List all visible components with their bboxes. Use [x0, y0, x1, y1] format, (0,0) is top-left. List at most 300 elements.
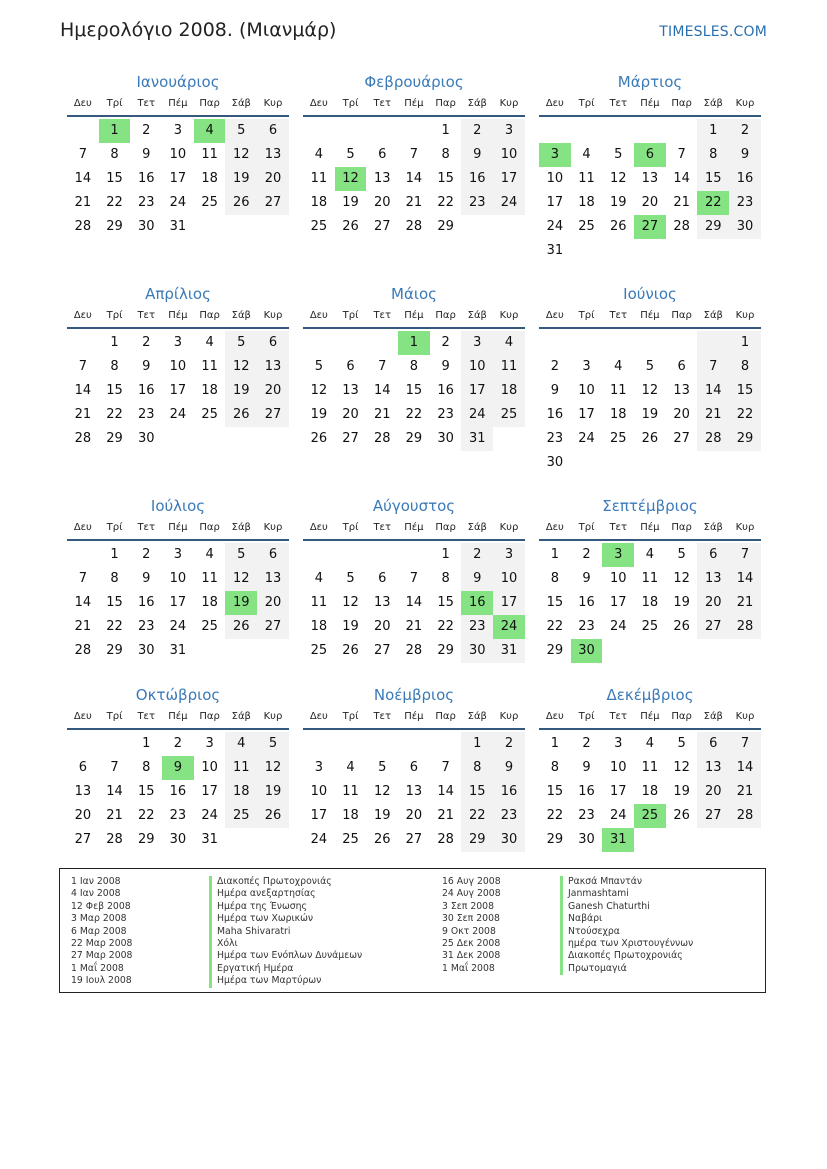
- day-cell: 24: [169, 619, 187, 634]
- day-cell: 24: [609, 619, 627, 634]
- day-cell: 8: [729, 355, 761, 379]
- empty-cell: [398, 543, 430, 567]
- weekday-label: Κυρ: [735, 310, 755, 321]
- day-cell: 19: [673, 784, 690, 799]
- day-cell: 14: [373, 383, 391, 398]
- day-cell: 19: [342, 619, 359, 634]
- day-cell: 7: [441, 760, 450, 775]
- day-grid: [539, 732, 761, 852]
- day-cell: 11: [310, 595, 328, 610]
- empty-cell: [666, 331, 698, 355]
- day-cell: 21: [673, 195, 690, 210]
- day-cell: 10: [461, 355, 493, 379]
- day-cell: 6: [697, 543, 729, 567]
- day-grid: [303, 732, 525, 852]
- holiday-date: 30 Σεπ 2008: [442, 913, 500, 925]
- holiday-date: 1 Μαΐ 2008: [442, 962, 495, 974]
- day-cell: 5: [614, 147, 623, 162]
- day-cell: 29: [546, 832, 564, 847]
- day-cell: 15: [437, 171, 454, 186]
- day-cell: 2: [550, 359, 559, 374]
- holiday-date: 19 Ιουλ 2008: [71, 975, 132, 987]
- day-cell: 12: [673, 571, 690, 586]
- month-name: Σεπτέμβριος: [602, 497, 698, 515]
- day-cell: 12: [310, 383, 328, 398]
- day-cell: 27: [257, 191, 289, 215]
- day-cell: 10: [201, 760, 218, 775]
- day-cell: 11: [201, 147, 218, 162]
- day-cell: 23: [546, 431, 564, 446]
- weekday-label: Τετ: [609, 98, 627, 109]
- day-cell: 5: [378, 760, 387, 775]
- day-cell: 25: [342, 832, 359, 847]
- weekday-label: Σάβ: [467, 98, 487, 109]
- day-cell: 2: [142, 123, 151, 138]
- day-cell: 21: [74, 619, 92, 634]
- day-cell: 25: [493, 403, 525, 427]
- day-cell: 20: [697, 780, 729, 804]
- day-cell: 7: [729, 732, 761, 756]
- weekday-label: Παρ: [199, 98, 220, 109]
- weekday-label: Πέμ: [640, 522, 660, 533]
- day-cell: 27: [697, 615, 729, 639]
- weekday-label: Κυρ: [499, 310, 519, 321]
- day-cell: 27: [405, 832, 423, 847]
- day-cell: 26: [673, 808, 690, 823]
- day-cell: 7: [409, 571, 419, 586]
- day-cell: 23: [437, 407, 454, 422]
- day-cell: 29: [437, 643, 454, 658]
- empty-cell: [335, 732, 367, 756]
- day-cell: 16: [137, 595, 155, 610]
- day-cell: 6: [378, 571, 387, 586]
- holiday-day-cell: 3: [602, 543, 634, 567]
- weekday-label: Πέμ: [640, 310, 660, 321]
- day-cell: 2: [142, 335, 151, 350]
- day-cell: 16: [578, 595, 595, 610]
- day-cell: 14: [697, 379, 729, 403]
- weekday-label: Παρ: [671, 98, 692, 109]
- day-cell: 11: [609, 383, 627, 398]
- day-cell: 6: [677, 359, 686, 374]
- empty-cell: [697, 331, 729, 355]
- day-cell: 31: [169, 219, 187, 234]
- day-cell: 27: [697, 804, 729, 828]
- day-cell: 30: [137, 643, 155, 658]
- weekday-label: Κυρ: [263, 98, 283, 109]
- day-cell: 12: [373, 784, 391, 799]
- day-cell: 28: [729, 615, 761, 639]
- day-cell: 13: [74, 784, 92, 799]
- holiday-day-cell: 25: [634, 804, 666, 828]
- day-cell: 13: [405, 784, 423, 799]
- day-cell: 27: [373, 219, 391, 234]
- day-cell: 25: [310, 219, 328, 234]
- day-cell: 28: [373, 431, 391, 446]
- day-cell: 23: [137, 195, 155, 210]
- day-cell: 31: [169, 643, 187, 658]
- day-cell: 15: [697, 167, 729, 191]
- weekday-header: [303, 97, 525, 117]
- day-cell: 2: [582, 547, 591, 562]
- day-cell: 1: [110, 335, 119, 350]
- day-cell: 30: [169, 832, 187, 847]
- day-cell: 25: [310, 643, 328, 658]
- day-cell: 17: [609, 595, 627, 610]
- day-cell: 3: [493, 119, 525, 143]
- day-cell: 18: [609, 407, 627, 422]
- weekday-header: [303, 309, 525, 329]
- weekday-header: [539, 309, 761, 329]
- day-cell: 16: [437, 383, 454, 398]
- holiday-date: 9 Οκτ 2008: [442, 925, 496, 937]
- day-cell: 10: [493, 567, 525, 591]
- day-cell: 15: [106, 595, 123, 610]
- day-cell: 17: [493, 167, 525, 191]
- day-cell: 3: [582, 359, 591, 374]
- day-cell: 18: [641, 784, 659, 799]
- day-cell: 20: [74, 808, 92, 823]
- day-cell: 30: [137, 219, 155, 234]
- day-cell: 8: [110, 571, 119, 586]
- weekday-label: Τετ: [137, 522, 155, 533]
- day-cell: 23: [578, 619, 595, 634]
- day-cell: 24: [493, 191, 525, 215]
- holiday-day-cell: 22: [697, 191, 729, 215]
- weekday-label: Παρ: [435, 310, 456, 321]
- day-cell: 1: [697, 119, 729, 143]
- day-grid: [303, 119, 525, 239]
- weekday-label: Τετ: [373, 98, 391, 109]
- day-cell: 18: [201, 595, 218, 610]
- day-cell: 18: [225, 780, 257, 804]
- holiday-name: Ημέρα των Ενόπλων Δυνάμεων: [209, 950, 362, 962]
- day-cell: 29: [461, 828, 493, 852]
- weekday-label: Δευ: [73, 98, 92, 109]
- empty-cell: [67, 543, 99, 567]
- month-block: [67, 496, 289, 663]
- empty-cell: [366, 119, 398, 143]
- month-name: Οκτώβριος: [135, 686, 221, 704]
- day-cell: 27: [373, 643, 391, 658]
- weekday-label: Δευ: [73, 522, 92, 533]
- weekday-label: Παρ: [199, 522, 220, 533]
- day-cell: 10: [609, 760, 627, 775]
- weekday-label: Κυρ: [735, 522, 755, 533]
- day-cell: 9: [142, 147, 151, 162]
- day-cell: 24: [461, 403, 493, 427]
- month-name: Απρίλιος: [145, 285, 211, 303]
- holiday-name: Maha Shivaratri: [209, 926, 362, 938]
- day-cell: 4: [614, 359, 623, 374]
- weekday-label: Τρί: [578, 310, 595, 321]
- day-cell: 16: [169, 784, 187, 799]
- month-name: Ιανουάριος: [136, 73, 220, 91]
- day-cell: 19: [225, 379, 257, 403]
- empty-cell: [303, 732, 335, 756]
- empty-cell: [366, 732, 398, 756]
- weekday-label: Πέμ: [640, 98, 660, 109]
- day-cell: 10: [578, 383, 595, 398]
- holiday-date: 3 Σεπ 2008: [442, 900, 494, 912]
- day-cell: 21: [729, 591, 761, 615]
- day-cell: 8: [441, 147, 450, 162]
- day-cell: 10: [169, 571, 187, 586]
- day-cell: 17: [201, 784, 218, 799]
- day-cell: 5: [346, 147, 355, 162]
- month-block: [303, 284, 525, 451]
- day-cell: 31: [461, 427, 493, 451]
- weekday-label: Σάβ: [703, 98, 723, 109]
- weekday-label: Τετ: [137, 711, 155, 722]
- day-cell: 8: [441, 571, 450, 586]
- empty-cell: [571, 331, 603, 355]
- day-cell: 1: [550, 736, 559, 751]
- day-cell: 15: [461, 780, 493, 804]
- month-block: [303, 685, 525, 852]
- holiday-name: Διακοπές Πρωτοχρονιάς: [560, 950, 693, 962]
- empty-cell: [335, 331, 367, 355]
- weekday-label: Παρ: [671, 522, 692, 533]
- weekday-label: Σάβ: [703, 310, 723, 321]
- holiday-date: 25 Δεκ 2008: [442, 938, 501, 950]
- weekday-label: Τρί: [342, 711, 359, 722]
- day-cell: 22: [106, 619, 123, 634]
- day-cell: 4: [314, 571, 323, 586]
- weekday-label: Πέμ: [168, 98, 188, 109]
- day-cell: 11: [641, 760, 659, 775]
- day-cell: 19: [673, 595, 690, 610]
- day-cell: 28: [74, 643, 92, 658]
- day-cell: 12: [673, 760, 690, 775]
- day-cell: 26: [673, 619, 690, 634]
- weekday-label: Παρ: [435, 711, 456, 722]
- weekday-label: Πέμ: [168, 522, 188, 533]
- weekday-label: Σάβ: [231, 711, 251, 722]
- day-cell: 25: [201, 407, 218, 422]
- day-cell: 2: [582, 736, 591, 751]
- day-cell: 4: [582, 147, 591, 162]
- day-cell: 9: [461, 143, 493, 167]
- day-cell: 5: [677, 547, 686, 562]
- holiday-date: 12 Φεβ 2008: [71, 900, 131, 912]
- day-cell: 4: [205, 335, 214, 350]
- holiday-date: 3 Μαρ 2008: [71, 913, 127, 925]
- weekday-label: Τετ: [137, 310, 155, 321]
- day-cell: 17: [609, 784, 627, 799]
- month-block: [303, 496, 525, 663]
- day-cell: 26: [257, 804, 289, 828]
- day-cell: 3: [461, 331, 493, 355]
- holiday-day-cell: 24: [493, 615, 525, 639]
- day-grid: [539, 331, 761, 475]
- day-cell: 14: [74, 383, 92, 398]
- weekday-label: Τετ: [609, 522, 627, 533]
- day-grid: [67, 119, 289, 239]
- empty-cell: [634, 331, 666, 355]
- day-cell: 5: [346, 571, 355, 586]
- empty-cell: [303, 543, 335, 567]
- day-grid: [539, 119, 761, 263]
- empty-cell: [539, 119, 571, 143]
- weekday-label: Κυρ: [263, 310, 283, 321]
- day-cell: 29: [405, 431, 423, 446]
- day-cell: 7: [409, 147, 419, 162]
- day-cell: 11: [342, 784, 359, 799]
- day-grid: [303, 543, 525, 663]
- weekday-label: Σάβ: [703, 711, 723, 722]
- weekday-label: Σάβ: [467, 522, 487, 533]
- weekday-label: Σάβ: [467, 711, 487, 722]
- holiday-name: Ημέρα της Ένωσης: [209, 901, 362, 913]
- day-cell: 29: [137, 832, 155, 847]
- day-cell: 13: [697, 567, 729, 591]
- day-cell: 7: [378, 359, 387, 374]
- holiday-legend: [59, 868, 766, 993]
- day-cell: 6: [697, 732, 729, 756]
- day-cell: 30: [729, 215, 761, 239]
- day-cell: 28: [405, 643, 423, 658]
- day-cell: 17: [169, 595, 187, 610]
- day-cell: 5: [225, 119, 257, 143]
- day-cell: 4: [205, 547, 214, 562]
- day-cell: 15: [546, 784, 564, 799]
- day-cell: 4: [225, 732, 257, 756]
- day-cell: 7: [697, 355, 729, 379]
- empty-cell: [398, 119, 430, 143]
- weekday-label: Δευ: [73, 310, 92, 321]
- holiday-date: 24 Αυγ 2008: [442, 888, 501, 900]
- day-cell: 18: [310, 619, 328, 634]
- month-block: [303, 72, 525, 239]
- day-cell: 28: [697, 427, 729, 451]
- empty-cell: [335, 119, 367, 143]
- holiday-day-cell: 4: [194, 119, 226, 143]
- weekday-label: Τρί: [106, 522, 123, 533]
- day-cell: 1: [550, 547, 559, 562]
- day-cell: 19: [310, 407, 328, 422]
- empty-cell: [571, 119, 603, 143]
- day-cell: 28: [729, 804, 761, 828]
- weekday-label: Σάβ: [467, 310, 487, 321]
- day-cell: 2: [461, 119, 493, 143]
- weekday-label: Τρί: [578, 98, 595, 109]
- holiday-day-cell: 16: [461, 591, 493, 615]
- day-cell: 25: [225, 804, 257, 828]
- holiday-dates-left: [71, 876, 132, 988]
- day-cell: 9: [461, 567, 493, 591]
- weekday-label: Σάβ: [231, 98, 251, 109]
- day-cell: 18: [201, 383, 218, 398]
- weekday-label: Πέμ: [168, 711, 188, 722]
- weekday-label: Τετ: [137, 98, 155, 109]
- day-cell: 14: [74, 595, 92, 610]
- day-cell: 14: [74, 171, 92, 186]
- brand-logo-link[interactable]: TIMESLES.COM: [659, 24, 767, 40]
- day-cell: 21: [697, 403, 729, 427]
- day-cell: 6: [409, 760, 419, 775]
- day-cell: 6: [257, 543, 289, 567]
- day-cell: 1: [461, 732, 493, 756]
- day-cell: 26: [342, 219, 359, 234]
- weekday-label: Δευ: [309, 522, 328, 533]
- day-cell: 2: [729, 119, 761, 143]
- day-cell: 17: [461, 379, 493, 403]
- day-cell: 6: [78, 760, 87, 775]
- weekday-label: Τρί: [106, 98, 123, 109]
- day-cell: 31: [201, 832, 218, 847]
- day-cell: 30: [546, 455, 564, 470]
- day-cell: 15: [546, 595, 564, 610]
- day-cell: 24: [609, 808, 627, 823]
- day-cell: 14: [405, 595, 423, 610]
- weekday-header: [67, 97, 289, 117]
- day-cell: 8: [142, 760, 151, 775]
- day-cell: 30: [461, 639, 493, 663]
- holiday-date: 4 Ιαν 2008: [71, 888, 121, 900]
- day-cell: 21: [405, 619, 423, 634]
- day-cell: 4: [645, 736, 655, 751]
- day-cell: 1: [441, 547, 450, 562]
- day-cell: 27: [257, 615, 289, 639]
- day-cell: 14: [729, 756, 761, 780]
- weekday-label: Σάβ: [703, 522, 723, 533]
- weekday-label: Κυρ: [499, 98, 519, 109]
- day-cell: 10: [169, 147, 187, 162]
- day-cell: 28: [437, 832, 454, 847]
- day-cell: 26: [342, 643, 359, 658]
- day-cell: 24: [310, 832, 328, 847]
- day-cell: 29: [106, 219, 123, 234]
- day-cell: 13: [257, 355, 289, 379]
- weekday-label: Τετ: [373, 711, 391, 722]
- holiday-day-cell: 19: [225, 591, 257, 615]
- day-cell: 29: [437, 219, 454, 234]
- weekday-label: Τετ: [373, 310, 391, 321]
- empty-cell: [602, 119, 634, 143]
- weekday-label: Παρ: [199, 711, 220, 722]
- day-cell: 24: [169, 195, 187, 210]
- holiday-day-cell: 30: [571, 639, 603, 663]
- day-cell: 3: [173, 123, 183, 138]
- day-cell: 7: [78, 147, 87, 162]
- day-cell: 20: [405, 808, 423, 823]
- day-cell: 19: [373, 808, 391, 823]
- day-cell: 1: [110, 547, 119, 562]
- day-cell: 15: [729, 379, 761, 403]
- day-cell: 28: [74, 219, 92, 234]
- day-cell: 20: [373, 195, 391, 210]
- day-cell: 9: [582, 571, 591, 586]
- day-cell: 22: [461, 804, 493, 828]
- day-cell: 9: [729, 143, 761, 167]
- day-cell: 21: [405, 195, 423, 210]
- day-cell: 21: [437, 808, 454, 823]
- day-cell: 28: [74, 431, 92, 446]
- holiday-day-cell: 3: [539, 143, 571, 167]
- holiday-date: 27 Μαρ 2008: [71, 950, 133, 962]
- day-cell: 1: [441, 123, 450, 138]
- day-cell: 23: [137, 407, 155, 422]
- weekday-label: Παρ: [435, 98, 456, 109]
- day-cell: 22: [437, 195, 454, 210]
- day-grid: [303, 331, 525, 451]
- weekday-label: Τετ: [609, 711, 627, 722]
- day-cell: 22: [546, 808, 564, 823]
- day-cell: 12: [257, 756, 289, 780]
- day-cell: 15: [106, 383, 123, 398]
- weekday-label: Παρ: [671, 310, 692, 321]
